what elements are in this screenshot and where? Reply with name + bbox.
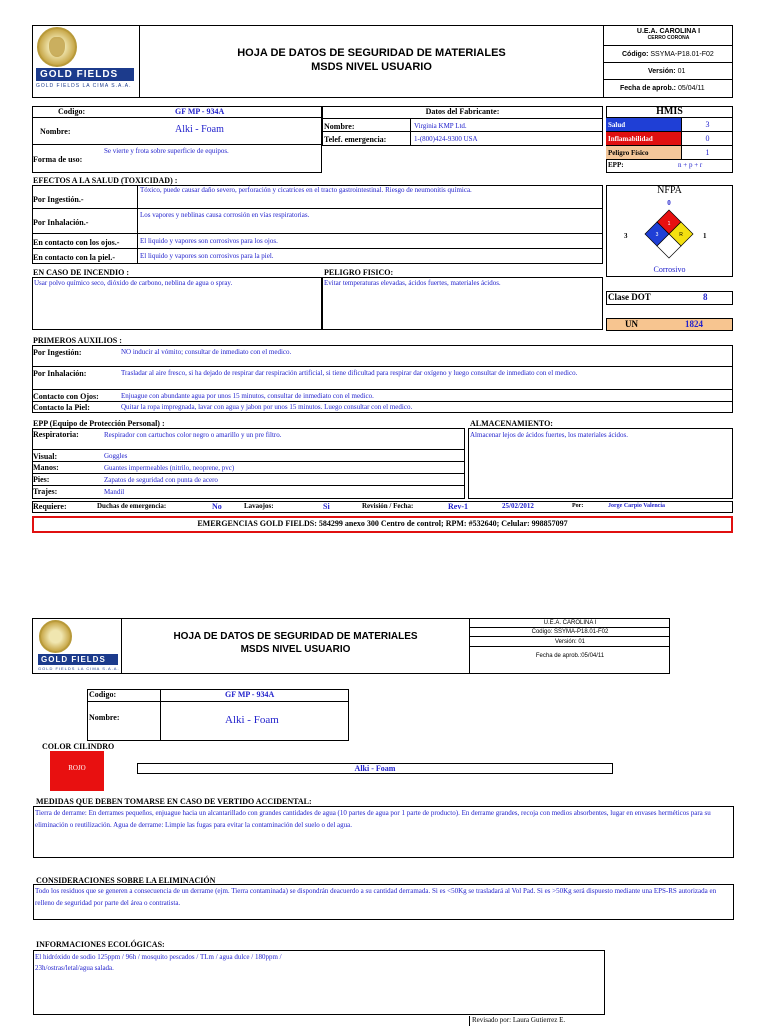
por-label: Por: bbox=[572, 503, 584, 509]
epp-pies-label: Pies: bbox=[33, 475, 50, 484]
logo bbox=[32, 25, 140, 98]
hmis-inflamabilidad-value: 0 bbox=[681, 132, 733, 146]
revision-date: 25/02/2012 bbox=[502, 502, 534, 510]
revision-value: Rev-1 bbox=[448, 502, 468, 511]
nfpa-left-value: 3 bbox=[624, 232, 628, 240]
por-value: Jorge Carpio Valencia bbox=[608, 503, 665, 509]
page-title: HOJA DE DATOS DE SEGURIDAD DE MATERIALES bbox=[237, 47, 506, 59]
sheet2-nombre-label: Nombre: bbox=[89, 713, 120, 722]
sheet2-doc-info bbox=[469, 618, 670, 674]
first-aid-piel-label: Contacto la Piel: bbox=[33, 403, 90, 412]
first-aid-inhalacion-label: Por Inhalación: bbox=[33, 369, 87, 378]
unit-name: U.E.A. CAROLINA I bbox=[636, 28, 701, 35]
first-aid-title: PRIMEROS AUXILIOS : bbox=[33, 336, 122, 345]
codigo-label: Codigo: bbox=[58, 107, 86, 116]
health-piel-label: En contacto con la piel.- bbox=[33, 253, 115, 262]
physical-title: PELIGRO FISICO: bbox=[324, 268, 394, 277]
nfpa-flam-value: 1 bbox=[667, 221, 671, 227]
revision-label: Revisión / Fecha: bbox=[362, 502, 414, 510]
un-value: 1824 bbox=[685, 319, 703, 329]
health-title: EFECTOS A LA SALUD (TOXICIDAD) : bbox=[33, 176, 178, 185]
nfpa-top-value: 0 bbox=[667, 199, 671, 207]
lavaojos-label: Lavaojos: bbox=[244, 502, 274, 510]
nombre-label: Nombre: bbox=[40, 127, 71, 136]
sheet2-code: Codigo: SSYMA-P18.01-F02 bbox=[470, 628, 670, 637]
epp-title: EPP (Equipo de Protección Personal) : bbox=[33, 419, 165, 428]
hmis-epp-value: n + p + r bbox=[678, 161, 703, 169]
hmis-salud-value: 3 bbox=[681, 118, 733, 132]
epp-pies-value: Zapatos de seguridad con punta de acero bbox=[104, 476, 218, 484]
logo-emblem-icon bbox=[37, 27, 77, 67]
spill-title: MEDIDAS QUE DEBEN TOMARSE EN CASO DE VERTIDO ACCIDENTAL: bbox=[36, 797, 312, 806]
sheet2-codigo-value: GF MP - 934A bbox=[225, 690, 275, 699]
sheet2-version: Versión: 01 bbox=[470, 637, 670, 647]
epp-resp-label: Respiratoria: bbox=[33, 430, 79, 439]
requiere-label: Requiere: bbox=[33, 502, 67, 511]
codigo-value: GF MP - 934A bbox=[175, 107, 225, 116]
doc-info bbox=[603, 25, 733, 98]
manufacturer-title: Datos del Fabricante: bbox=[322, 106, 603, 119]
first-aid-ingestion-value: NO inducir al vómito; consultar de inmediato con el medico. bbox=[121, 348, 292, 356]
disposal-title: CONSIDERACIONES SOBRE LA ELIMINACIÓN bbox=[36, 876, 216, 885]
duchas-value: No bbox=[212, 502, 222, 511]
hmis-peligro-value: 1 bbox=[681, 146, 733, 160]
epp-visual-value: Goggles bbox=[104, 452, 128, 460]
sheet2-title: HOJA DE DATOS DE SEGURIDAD DE MATERIALES bbox=[173, 631, 418, 642]
sheet2-nombre-value: Alki - Foam bbox=[225, 714, 279, 726]
emergency-text: EMERGENCIAS GOLD FIELDS: 584299 anexo 300 Centro de control; RPM: #532640; Celular: 998857097 bbox=[197, 519, 568, 528]
cylinder-color-swatch: ROJO bbox=[50, 751, 104, 791]
nfpa-react-value: R bbox=[679, 232, 683, 238]
hmis-salud-label: Salud bbox=[606, 118, 681, 132]
sheet2-unit: U.E.A. CAROLINA I bbox=[470, 618, 670, 628]
epp-manos-label: Manos: bbox=[33, 463, 59, 472]
lavaojos-value: Si bbox=[323, 502, 330, 511]
forma-label: Forma de uso: bbox=[33, 155, 83, 164]
disposal-value: Todo los residuos que se generen a consecuencia de un derrame (ejm. Tierra contaminada) se dispondrán deacuerdo a su cantidad derramada. Si es <50Kg se trasladará al Vol Pad. Si es >50Kg será dispuesto mediante una EPS-RS autorizada en relleno de seguridad por parte del área o contratista. bbox=[35, 887, 717, 907]
nfpa-diamond-icon bbox=[644, 209, 694, 259]
unit-sub: CERRO CORONA bbox=[647, 35, 690, 41]
sheet2-logo-text: GOLD FIELDS bbox=[38, 654, 118, 665]
logo-text: GOLD FIELDS bbox=[36, 68, 134, 81]
manufacturer-name-label: Nombre: bbox=[324, 122, 355, 131]
sheet2-subtitle: MSDS NIVEL USUARIO bbox=[240, 644, 351, 655]
health-inhalacion-value: Los vapores y neblinas causa corrosión en vías respiratorias. bbox=[140, 211, 310, 219]
health-piel-value: El liquido y vapores son corrosivos para la piel. bbox=[140, 252, 274, 260]
spill-value: Tierra de derrame: En derrames pequeños, enjuague hacia un alcantarillado con grandes cantidades de agua (10 partes de agua por 1 parte de producto). En derrame grandes, recoja con medios absorbentes, lugar en envases herméticos para su eliminación o reutilización. Agua de derrame: Limpie las fugas para evitar la contaminación del suelo o del agua. bbox=[35, 809, 711, 829]
doc-code: Código: SSYMA-P18.01-F02 bbox=[604, 46, 733, 63]
reviewed-by: Revisado por: Laura Gutierrez E. bbox=[469, 1016, 669, 1026]
nfpa-health-value: 3 bbox=[655, 232, 659, 238]
hmis-epp-label: EPP: bbox=[608, 161, 624, 169]
health-ingestion-label: Por Ingestión.- bbox=[33, 195, 84, 204]
emergency-phone-value: 1-(800)424-9300 USA bbox=[414, 135, 478, 143]
cylinder-title: COLOR CILINDRO bbox=[42, 742, 115, 751]
sheet2-date: Fecha de aprob.:05/04/11 bbox=[535, 653, 605, 659]
fire-value: Usar polvo químico seco, dióxido de carbono, neblina de agua o spray. bbox=[34, 279, 233, 287]
manufacturer-name-value: Virginia KMP Ltd. bbox=[414, 122, 467, 130]
health-ojos-label: En contacto con los ojos.- bbox=[33, 238, 120, 247]
epp-trajes-value: Mandil bbox=[104, 488, 125, 496]
page-subtitle: MSDS NIVEL USUARIO bbox=[311, 61, 432, 73]
logo-subtext: GOLD FIELDS LA CIMA S.A.A. bbox=[36, 83, 132, 89]
un-label: UN bbox=[625, 319, 638, 329]
epp-trajes-label: Trajes: bbox=[33, 487, 58, 496]
sheet2-codigo-label: Codigo: bbox=[89, 690, 117, 699]
cylinder-name: Alki - Foam bbox=[354, 764, 396, 773]
nfpa-right-value: 1 bbox=[703, 232, 707, 240]
eco-title: INFORMACIONES ECOLÓGICAS: bbox=[36, 940, 165, 949]
emergency-phone-label: Telef. emergencia: bbox=[324, 135, 387, 144]
sheet2-logo-subtext: GOLD FIELDS LA CIMA S.A.A. bbox=[38, 666, 120, 671]
forma-value: Se vierte y frota sobre superficie de equipos. bbox=[104, 147, 229, 155]
fire-title: EN CASO DE INCENDIO : bbox=[33, 268, 130, 277]
first-aid-inhalacion-value: Trasladar al aire fresco, si ha dejado de respirar dar respiración artificial, si tiene dificultad para respirar dar oxígeno y luego consultar de inmediato con el medico. bbox=[121, 369, 578, 377]
first-aid-ojos-value: Enjuague con abundante agua por unos 15 minutos, consultar de inmediato con el medico. bbox=[121, 392, 374, 400]
hmis-inflamabilidad-label: Inflamabilidad bbox=[606, 132, 681, 146]
epp-resp-value: Respirador con cartuchos color negro o amarillo y un pre filtro. bbox=[104, 431, 282, 439]
nfpa-caption: Corrosivo bbox=[653, 265, 686, 274]
sheet2-logo bbox=[32, 618, 122, 674]
first-aid-ingestion-label: Por Ingestión: bbox=[33, 348, 82, 357]
dot-label: Clase DOT bbox=[608, 292, 651, 302]
doc-version: Versión: 01 bbox=[604, 63, 733, 80]
duchas-label: Duchas de emergencia: bbox=[97, 502, 167, 510]
hmis-peligro-label: Peligro Físico bbox=[606, 146, 681, 160]
health-ojos-value: El liquido y vapores son corrosivos para los ojos. bbox=[140, 237, 278, 245]
hmis-title: HMIS bbox=[606, 106, 733, 118]
storage-title: ALMACENAMIENTO: bbox=[470, 419, 553, 428]
dot-value: 8 bbox=[703, 292, 708, 302]
nombre-value: Alki - Foam bbox=[175, 124, 224, 135]
first-aid-ojos-label: Contacto con Ojos: bbox=[33, 392, 99, 401]
health-inhalacion-label: Por Inhalación.- bbox=[33, 218, 89, 227]
storage-value: Almacenar lejos de ácidos fuertes, los materiales ácidos. bbox=[470, 431, 629, 439]
nfpa-title: NFPA bbox=[657, 185, 682, 196]
epp-manos-value: Guantes impermeables (nitrilo, neoprene, pvc) bbox=[104, 464, 235, 472]
first-aid-piel-value: Quitar la ropa impregnada, lavar con agua y jabon por unos 15 minutos. Luego consultar con el medico. bbox=[121, 403, 413, 411]
health-ingestion-value: Tóxico, puede causar daño severo, perforación y cicatrices en el tracto gastrointestinal. Riesgo de neumonitis química. bbox=[140, 186, 472, 194]
eco-value: El hidróxido de sodio 125ppm / 96h / mosquito pescados / TLm / agua dulce / 180ppm / 23h/ostras/letal/agua salada. bbox=[35, 953, 282, 972]
doc-date: Fecha de aprob.: 05/04/11 bbox=[620, 85, 705, 92]
sheet2-logo-emblem-icon bbox=[39, 620, 72, 653]
physical-value: Evitar temperaturas elevadas, ácidos fuertes, materiales ácidos. bbox=[324, 279, 501, 287]
epp-visual-label: Visual: bbox=[33, 452, 58, 461]
